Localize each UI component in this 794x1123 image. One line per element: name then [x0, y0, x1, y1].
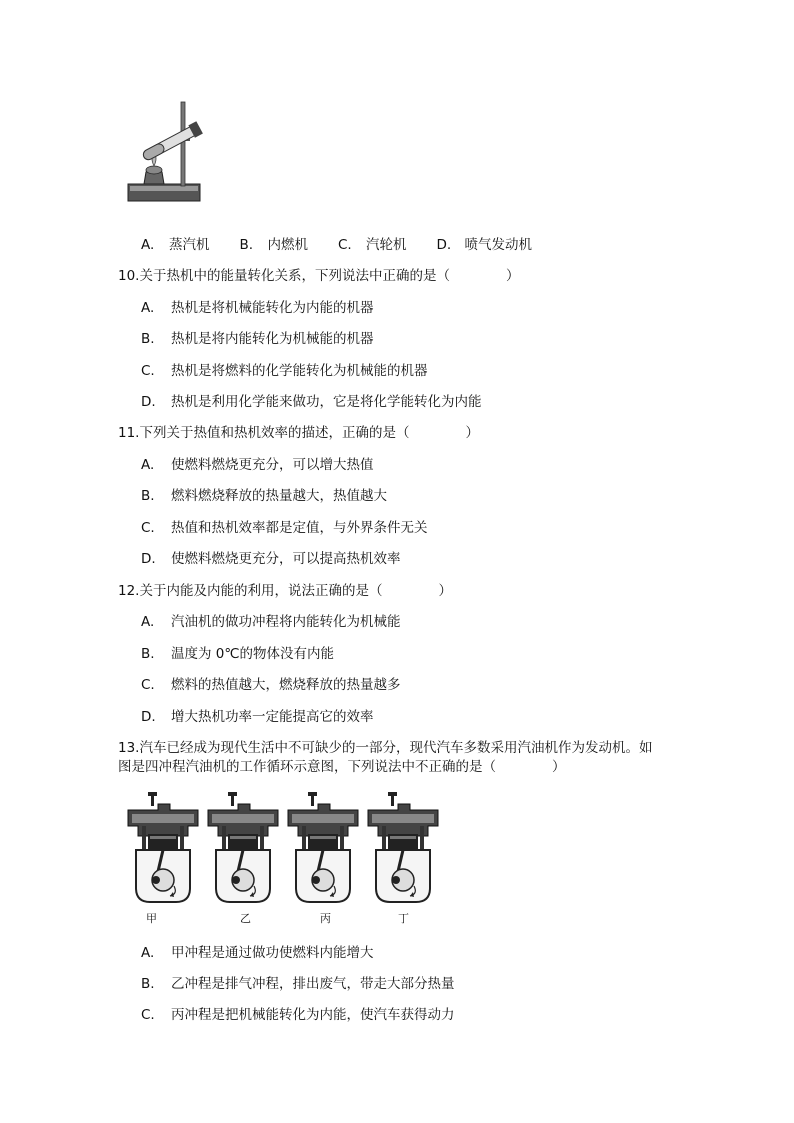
engine-label-ding: 丁 [398, 912, 409, 925]
q10-option-c[interactable]: C. 热机是将燃料的化学能转化为机械能的机器 [141, 363, 428, 379]
q11-stem: 11.下列关于热值和热机效率的描述，正确的是（ ） [118, 425, 479, 441]
q10-option-d[interactable]: D. 热机是利用化学能来做功，它是将化学能转化为内能 [141, 394, 482, 410]
q12-option-c[interactable]: C. 燃料的热值越大，燃烧释放的热量越多 [141, 677, 401, 693]
q13-option-c[interactable]: C. 丙冲程是把机械能转化为内能，使汽车获得动力 [141, 1007, 455, 1023]
q13-option-a[interactable]: A. 甲冲程是通过做功使燃料内能增大 [141, 945, 374, 961]
q12-stem: 12.关于内能及内能的利用，说法正确的是（ ） [118, 583, 452, 599]
q9-option-d[interactable]: D. 喷气发动机 [436, 237, 532, 253]
q10-option-b[interactable]: B. 热机是将内能转化为机械能的机器 [141, 331, 374, 347]
q9-option-a[interactable]: A. 蒸汽机 [141, 237, 210, 253]
q13-stem-line2: 图是四冲程汽油机的工作循环示意图，下列说法中不正确的是（ ） [118, 759, 566, 775]
q13-option-b[interactable]: B. 乙冲程是排气冲程，排出废气，带走大部分热量 [141, 976, 455, 992]
engine-label-bing: 丙 [320, 912, 331, 925]
engine-label-jia: 甲 [146, 912, 157, 925]
engine-label-yi: 乙 [240, 912, 251, 925]
q11-option-b[interactable]: B. 燃料燃烧释放的热量越大，热值越大 [141, 488, 387, 504]
q12-option-d[interactable]: D. 增大热机功率一定能提高它的效率 [141, 709, 374, 725]
q11-option-d[interactable]: D. 使燃料燃烧更充分，可以提高热机效率 [141, 551, 401, 567]
q10-stem: 10.关于热机中的能量转化关系，下列说法中正确的是（ ） [118, 268, 520, 284]
q12-option-b[interactable]: B. 温度为 0℃的物体没有内能 [141, 646, 335, 662]
q9-option-c[interactable]: C. 汽轮机 [338, 237, 407, 253]
q9-option-b[interactable]: B. 内燃机 [239, 237, 308, 253]
q10-option-a[interactable]: A. 热机是将机械能转化为内能的机器 [141, 300, 374, 316]
q11-option-c[interactable]: C. 热值和热机效率都是定值，与外界条件无关 [141, 520, 428, 536]
q13-stem-line1: 13.汽车已经成为现代生活中不可缺少的一部分，现代汽车多数采用汽油机作为发动机。如 [118, 740, 653, 756]
q12-option-a[interactable]: A. 汽油机的做功冲程将内能转化为机械能 [141, 614, 401, 630]
q11-option-a[interactable]: A. 使燃料燃烧更充分，可以增大热值 [141, 457, 374, 473]
q9-options [141, 233, 562, 253]
test-tube-apparatus-figure [126, 100, 206, 205]
four-stroke-engine-diagram [126, 790, 446, 908]
